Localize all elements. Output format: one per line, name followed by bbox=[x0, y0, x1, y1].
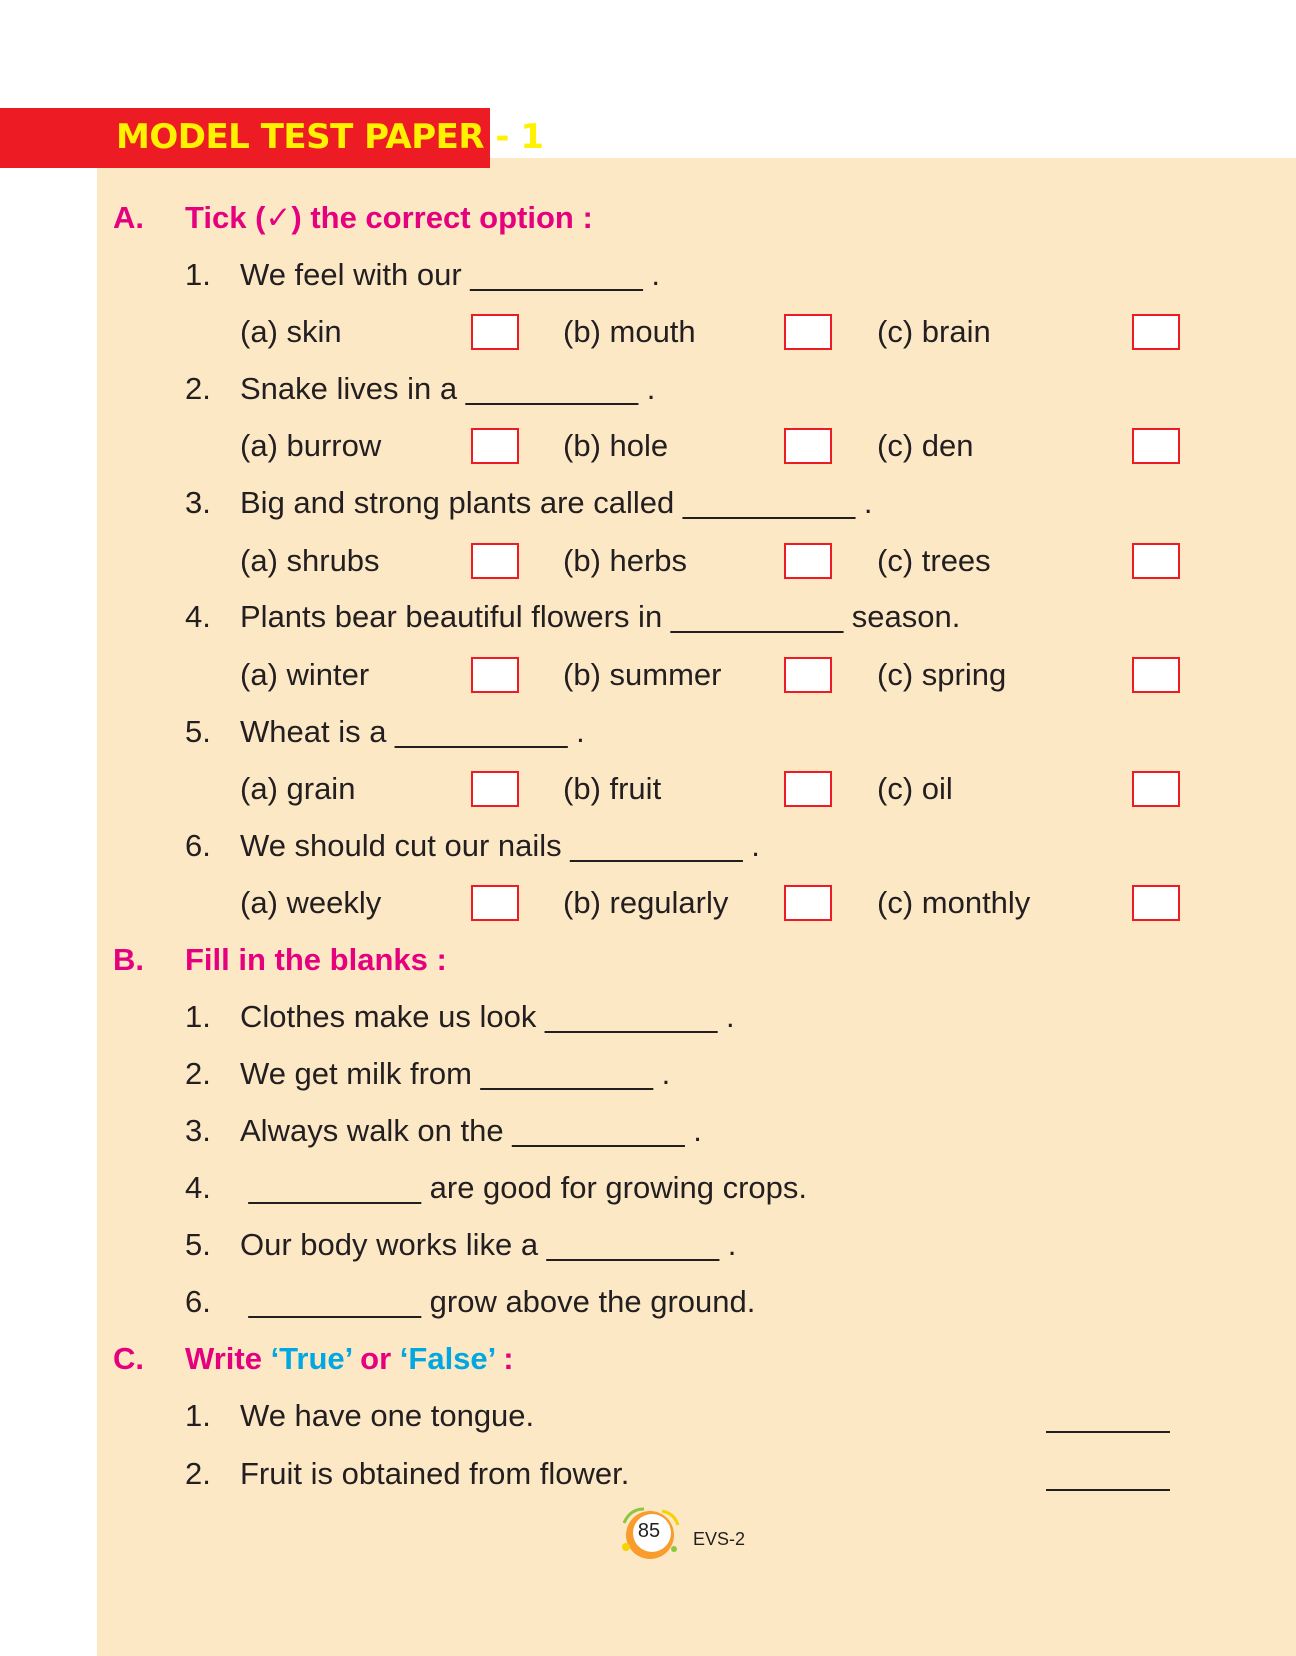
title-true: ‘True’ bbox=[270, 1341, 352, 1376]
blank-text: __________ are good for growing crops. bbox=[240, 1170, 808, 1205]
section-a-letter: A. bbox=[113, 200, 144, 235]
blank-text: Our body works like a __________ . bbox=[240, 1227, 737, 1262]
answer-line[interactable] bbox=[1046, 1431, 1170, 1433]
checkbox-b[interactable] bbox=[784, 314, 832, 350]
statement-text: Fruit is obtained from flower. bbox=[240, 1456, 630, 1491]
blank-number: 3. bbox=[185, 1113, 211, 1148]
option-c: (c) trees bbox=[877, 543, 991, 578]
checkbox-b[interactable] bbox=[784, 771, 832, 807]
section-c-letter: C. bbox=[113, 1341, 144, 1376]
option-b: (b) mouth bbox=[563, 314, 696, 349]
option-b: (b) regularly bbox=[563, 885, 729, 920]
question-number: 3. bbox=[185, 485, 211, 520]
question-text: Big and strong plants are called __________ . bbox=[240, 485, 873, 520]
blank-text: Clothes make us look __________ . bbox=[240, 999, 735, 1034]
checkbox-a[interactable] bbox=[471, 885, 519, 921]
checkbox-b[interactable] bbox=[784, 885, 832, 921]
option-a: (a) burrow bbox=[240, 428, 382, 463]
checkbox-c[interactable] bbox=[1132, 543, 1180, 579]
option-a: (a) weekly bbox=[240, 885, 382, 920]
option-a: (a) skin bbox=[240, 314, 342, 349]
checkbox-a[interactable] bbox=[471, 314, 519, 350]
question-text: We feel with our __________ . bbox=[240, 257, 660, 292]
title-part: : bbox=[494, 1341, 514, 1376]
question-text: Plants bear beautiful flowers in __________ season. bbox=[240, 599, 961, 634]
question-text: Snake lives in a __________ . bbox=[240, 371, 656, 406]
question-number: 4. bbox=[185, 599, 211, 634]
option-c: (c) monthly bbox=[877, 885, 1031, 920]
page-number: 85 bbox=[637, 1520, 661, 1542]
option-a: (a) winter bbox=[240, 657, 370, 692]
blank-text: We get milk from __________ . bbox=[240, 1056, 671, 1091]
blank-number: 2. bbox=[185, 1056, 211, 1091]
page-title: MODEL TEST PAPER - 1 bbox=[116, 117, 544, 157]
checkbox-c[interactable] bbox=[1132, 314, 1180, 350]
question-text: Wheat is a __________ . bbox=[240, 714, 585, 749]
checkbox-a[interactable] bbox=[471, 657, 519, 693]
checkbox-b[interactable] bbox=[784, 543, 832, 579]
checkbox-c[interactable] bbox=[1132, 657, 1180, 693]
question-number: 5. bbox=[185, 714, 211, 749]
option-b: (b) hole bbox=[563, 428, 669, 463]
section-a-title: Tick (✓) the correct option : bbox=[185, 200, 593, 235]
statement-text: We have one tongue. bbox=[240, 1398, 535, 1433]
checkbox-c[interactable] bbox=[1132, 428, 1180, 464]
question-text: We should cut our nails __________ . bbox=[240, 828, 760, 863]
blank-number: 6. bbox=[185, 1284, 211, 1319]
book-label: EVS-2 bbox=[693, 1529, 746, 1549]
blank-number: 4. bbox=[185, 1170, 211, 1205]
blank-number: 5. bbox=[185, 1227, 211, 1262]
question-number: 2. bbox=[185, 371, 211, 406]
title-false: ‘False’ bbox=[399, 1341, 495, 1376]
checkbox-b[interactable] bbox=[784, 428, 832, 464]
option-b: (b) summer bbox=[563, 657, 722, 692]
question-number: 1. bbox=[185, 257, 211, 292]
answer-line[interactable] bbox=[1046, 1489, 1170, 1491]
option-b: (b) herbs bbox=[563, 543, 688, 578]
section-b-title: Fill in the blanks : bbox=[185, 942, 447, 977]
option-b: (b) fruit bbox=[563, 771, 662, 806]
blank-text: __________ grow above the ground. bbox=[240, 1284, 756, 1319]
blank-text: Always walk on the __________ . bbox=[240, 1113, 702, 1148]
checkbox-a[interactable] bbox=[471, 543, 519, 579]
checkbox-c[interactable] bbox=[1132, 885, 1180, 921]
checkbox-b[interactable] bbox=[784, 657, 832, 693]
checkbox-c[interactable] bbox=[1132, 771, 1180, 807]
option-c: (c) brain bbox=[877, 314, 991, 349]
checkbox-a[interactable] bbox=[471, 771, 519, 807]
question-number: 6. bbox=[185, 828, 211, 863]
blank-number: 1. bbox=[185, 999, 211, 1034]
option-c: (c) oil bbox=[877, 771, 953, 806]
checkbox-a[interactable] bbox=[471, 428, 519, 464]
title-part: Write bbox=[185, 1341, 271, 1376]
option-c: (c) spring bbox=[877, 657, 1007, 692]
title-part: or bbox=[351, 1341, 400, 1376]
option-c: (c) den bbox=[877, 428, 974, 463]
statement-number: 1. bbox=[185, 1398, 211, 1433]
option-a: (a) shrubs bbox=[240, 543, 380, 578]
section-c-title bbox=[185, 1341, 514, 1377]
option-a: (a) grain bbox=[240, 771, 356, 806]
statement-number: 2. bbox=[185, 1456, 211, 1491]
section-b-letter: B. bbox=[113, 942, 144, 977]
